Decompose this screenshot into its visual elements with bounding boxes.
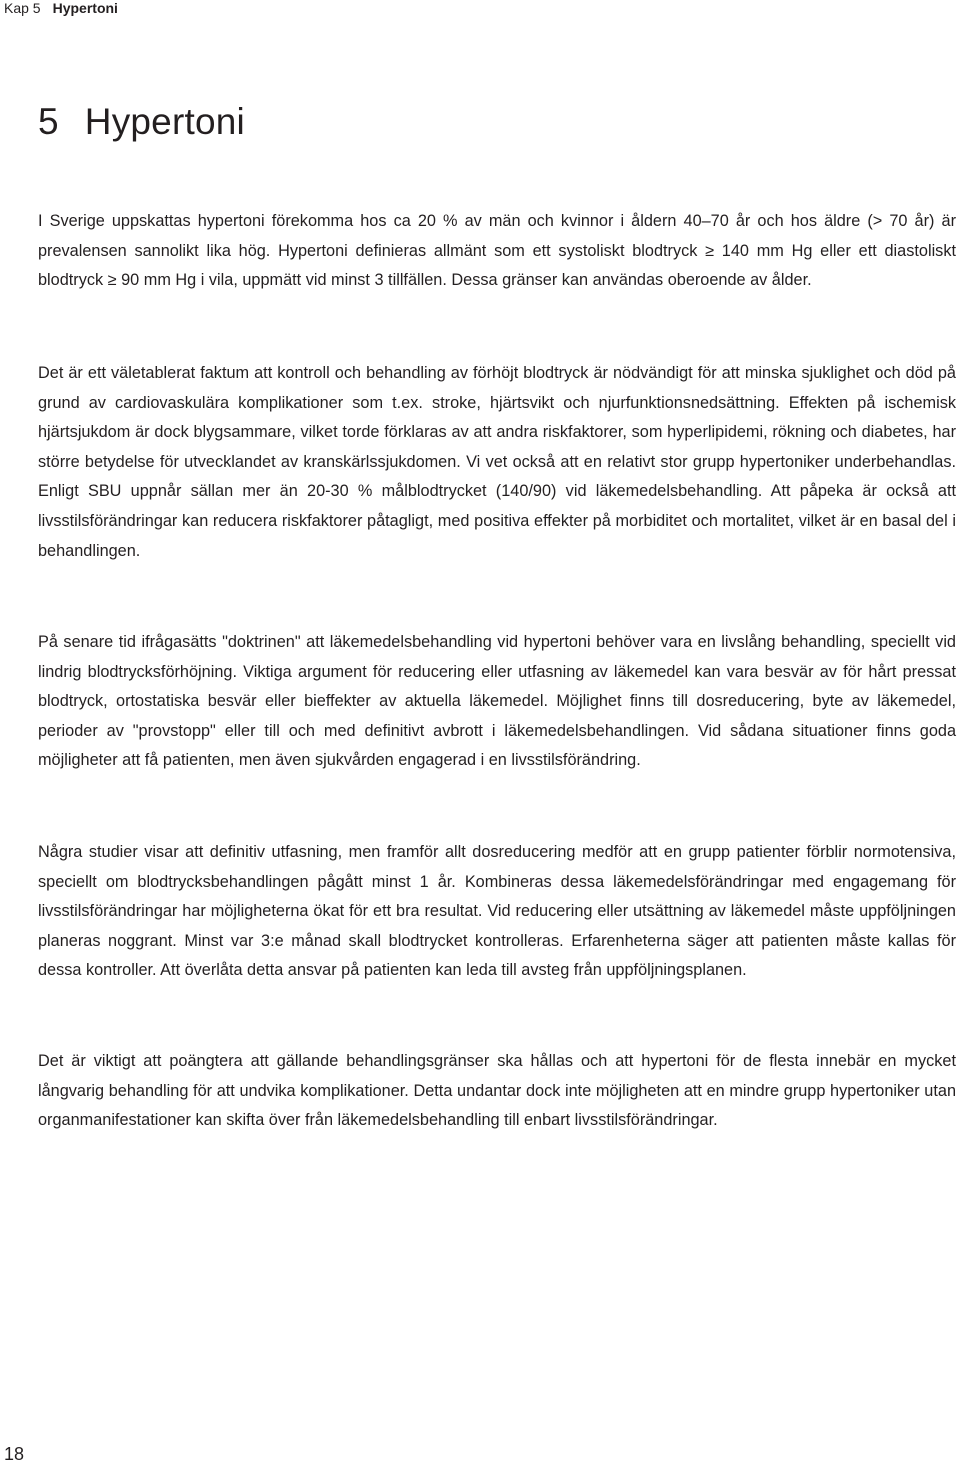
- page-number: 18: [4, 1444, 25, 1464]
- paragraph-prevalence: I Sverige uppskattas hypertoni förekomma hos ca 20 % av män och kvinnor i åldern 40–70 år och hos äldre (> 70 år) är prevalensen sannolikt lika hög. Hypertoni definieras allmänt som ett systoliskt blodtryck ≥ 140 mm Hg eller ett diastoliskt blodtryck ≥ 90 mm Hg i vila, uppmätt vid minst 3 tillfällen. Dessa gränser kan användas oberoende av ålder.: [38, 212, 956, 290]
- running-header-title: Hypertoni: [52, 0, 118, 16]
- running-header-chapter: Kap 5: [4, 0, 41, 16]
- paragraph-treatment-effects: Det är ett väletablerat faktum att kontroll och behandling av förhöjt blodtryck är nödvändigt för att minska sjuklighet och död på grund av cardiovaskulära komplikationer som t.ex. stroke, hjärtsvikt och njurfunktionsnedsättning. Effekten på ischemisk hjärtsjukdom är dock blygsammare, vilket torde förklaras av att andra riskfaktorer, som hyperlipidemi, rökning och diabetes, har större betydelse för utvecklandet av kranskärlssjukdomen. Vi vet också att en relativt stor grupp hypertoniker underbehandlas. Enligt SBU uppnår sällan mer än 20-30 % målblodtrycket (140/90) vid läkemedelsbehandling. Att påpeka är också att livsstilsförändringar kan reducera riskfaktorer påtagligt, med positiva effekter på morbiditet och mortalitet, vilket är en basal del i behandlingen.: [38, 364, 956, 560]
- paragraph-studies: Några studier visar att definitiv utfasning, men framför allt dosreducering medför att en grupp patienter förblir normotensiva, speciellt om blodtrycksbehandlingen pågått minst 1 år. Kombineras dessa läkemedelsförändringar med engagemang för livsstilsförändringar har möjligheterna ökat för ett bra resultat. Vid reducering eller utsättning av läkemedel måste uppföljningen planeras noggrant. Minst var 3:e månad skall blodtrycket kontrolleras. Erfarenheterna säger att patienten måste kallas för dessa kontroller. Att överlåta detta ansvar på patienten kan leda till avsteg från uppföljningsplanen.: [38, 843, 956, 980]
- chapter-number: 5: [38, 101, 59, 142]
- chapter-heading: [38, 96, 245, 148]
- paragraph-conclusion: Det är viktigt att poängtera att gällande behandlingsgränser ska hållas och att hypertoni för de flesta innebär en mycket långvarig behandling för att undvika komplikationer. Detta undantar dock inte möjligheten att en mindre grupp hypertoniker utan organmanifestationer kan skifta över från läkemedelsbehandling till enbart livsstilsförändringar.: [38, 1052, 956, 1130]
- chapter-title: Hypertoni: [84, 101, 245, 142]
- paragraph-doctrine: På senare tid ifrågasätts "doktrinen" att läkemedelsbehandling vid hypertoni behöver vara en livslång behandling, speciellt vid lindrig blodtrycksförhöjning. Viktiga argument för reducering eller utfasning av läkemedel kan vara besvär av för hårt pressat blodtryck, ortostatiska besvär eller bieffekter av aktuella läkemedel. Möjlighet finns till dosreducering, byte av läkemedel, perioder av "provstopp" eller till och med definitivt avbrott i läkemedelsbehandlingen. Vid sådana situationer finns goda möjligheter att få patienten, men även sjukvården engagerad i en livsstilsförändring.: [38, 633, 956, 770]
- running-header: [4, 0, 118, 17]
